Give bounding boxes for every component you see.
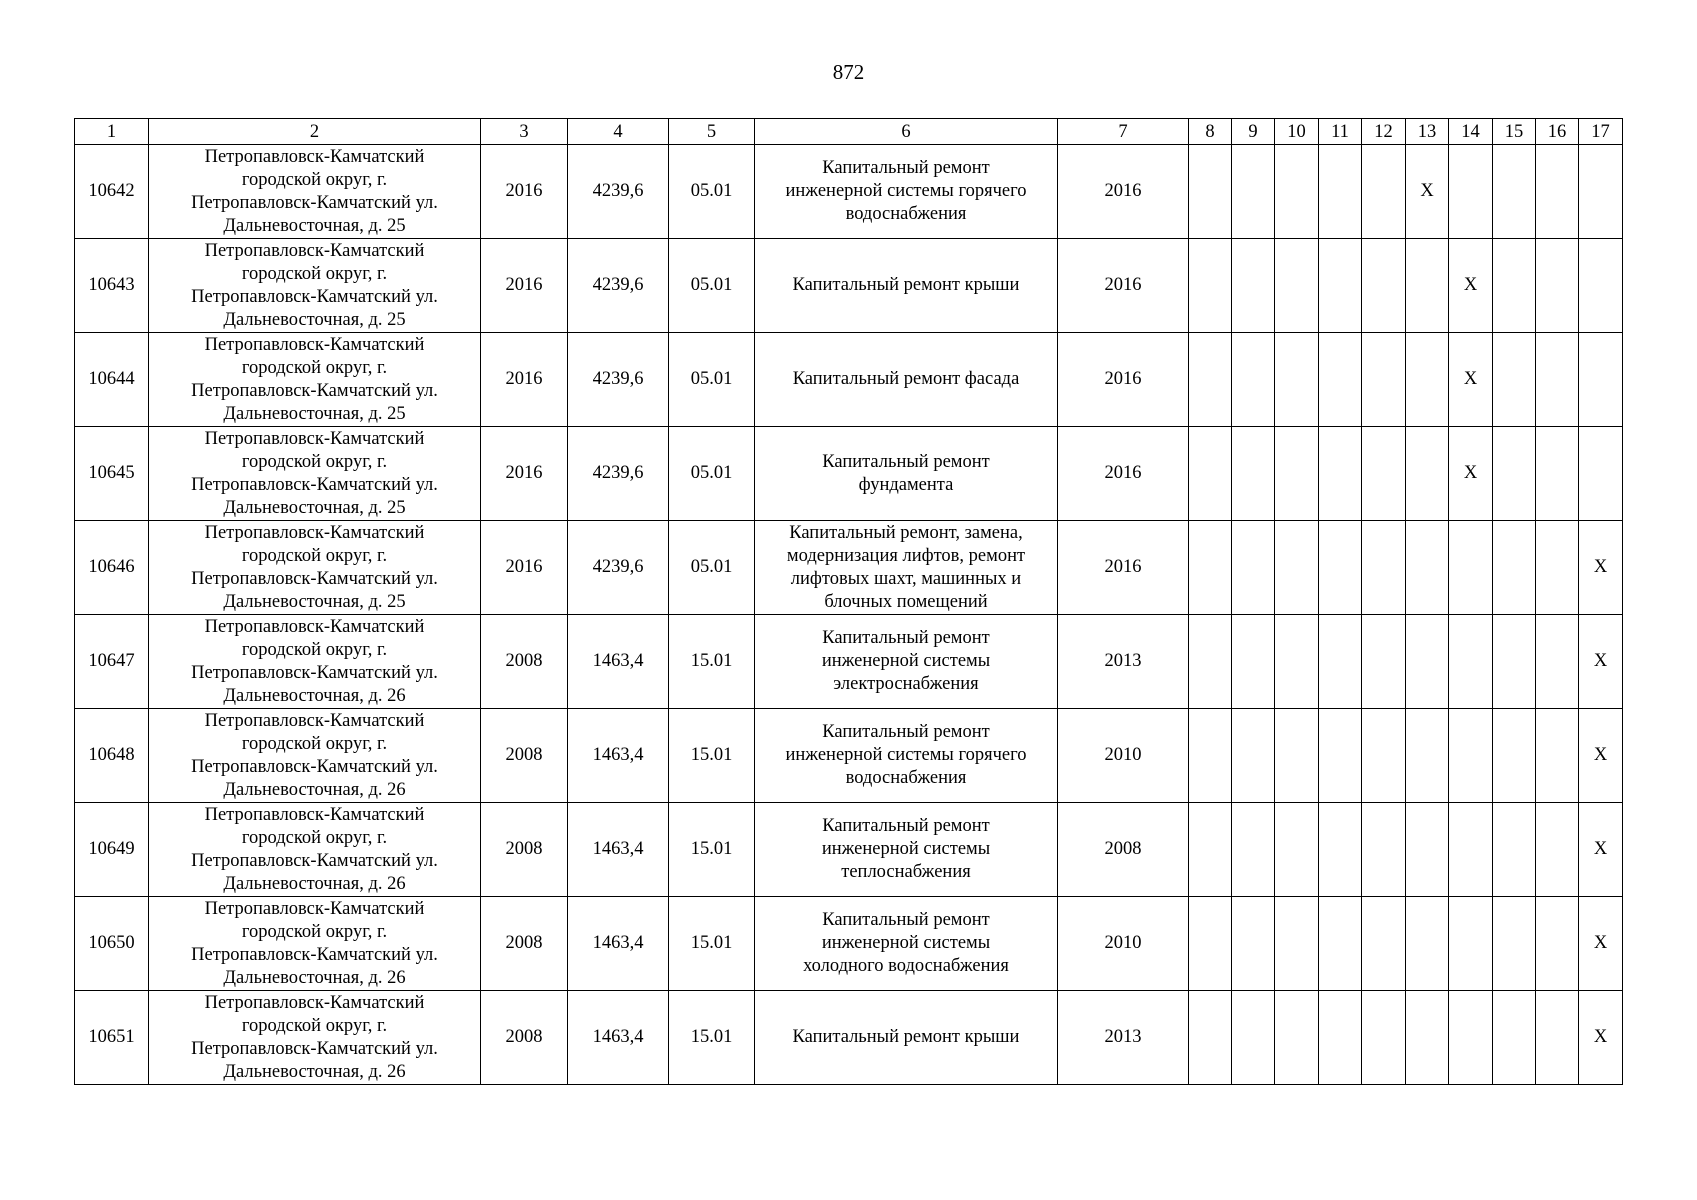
mark-cell	[1189, 615, 1232, 709]
cell-line: Дальневосточная, д. 26	[223, 1061, 406, 1082]
mark-cell	[1536, 239, 1579, 333]
code-cell: 15.01	[669, 897, 755, 991]
area-cell: 1463,4	[568, 709, 669, 803]
mark-cell	[1362, 991, 1406, 1085]
code-cell: 05.01	[669, 427, 755, 521]
mark-cell	[1536, 145, 1579, 239]
cell-line: Капитальный ремонт	[822, 722, 990, 742]
plan-year-cell: 2010	[1058, 897, 1189, 991]
mark-cell	[1362, 521, 1406, 615]
cell-line: Петропавловск-Камчатский	[204, 522, 425, 543]
cell-line: Капитальный ремонт	[822, 158, 990, 178]
work-type-cell	[755, 991, 1058, 1085]
cell-line: водоснабжения	[845, 768, 967, 788]
address-cell	[149, 145, 481, 239]
code-cell: 15.01	[669, 615, 755, 709]
column-header: 15	[1493, 119, 1536, 145]
cell-line: Петропавловск-Камчатский	[204, 146, 425, 167]
mark-cell	[1232, 615, 1275, 709]
mark-cell	[1449, 521, 1493, 615]
cell-line: Дальневосточная, д. 25	[223, 215, 406, 236]
code-cell: 05.01	[669, 239, 755, 333]
work-type-cell	[755, 709, 1058, 803]
area-cell: 1463,4	[568, 803, 669, 897]
mark-cell	[1493, 803, 1536, 897]
address-cell	[149, 239, 481, 333]
mark-cell: X	[1579, 803, 1623, 897]
work-type-cell	[755, 333, 1058, 427]
column-header: 13	[1406, 119, 1449, 145]
mark-cell	[1493, 427, 1536, 521]
mark-cell	[1406, 333, 1449, 427]
cell-line: Дальневосточная, д. 26	[223, 967, 406, 988]
address-cell	[149, 615, 481, 709]
mark-cell	[1232, 803, 1275, 897]
mark-cell	[1493, 239, 1536, 333]
cell-line: Петропавловск-Камчатский	[204, 240, 425, 261]
row-id-cell: 10642	[75, 145, 149, 239]
code-cell: 05.01	[669, 145, 755, 239]
mark-cell	[1493, 991, 1536, 1085]
work-type-cell	[755, 803, 1058, 897]
mark-cell: X	[1579, 521, 1623, 615]
mark-cell	[1493, 615, 1536, 709]
mark-cell	[1319, 615, 1362, 709]
column-header: 11	[1319, 119, 1362, 145]
mark-cell	[1493, 709, 1536, 803]
mark-cell	[1449, 615, 1493, 709]
mark-cell	[1319, 803, 1362, 897]
address-cell	[149, 709, 481, 803]
work-type-cell	[755, 521, 1058, 615]
cell-line: Петропавловск-Камчатский ул.	[191, 286, 438, 307]
address-cell	[149, 521, 481, 615]
cell-line: Капитальный ремонт	[822, 816, 990, 836]
mark-cell	[1406, 521, 1449, 615]
mark-cell	[1406, 615, 1449, 709]
mark-cell	[1536, 709, 1579, 803]
mark-cell	[1275, 897, 1319, 991]
mark-cell	[1319, 333, 1362, 427]
mark-cell	[1275, 333, 1319, 427]
mark-cell	[1536, 897, 1579, 991]
mark-cell	[1189, 991, 1232, 1085]
cell-line: Дальневосточная, д. 26	[223, 873, 406, 894]
cell-line: Петропавловск-Камчатский	[204, 804, 425, 825]
row-id-cell: 10649	[75, 803, 149, 897]
mark-cell	[1189, 897, 1232, 991]
area-cell: 1463,4	[568, 897, 669, 991]
cell-line: городской округ, г.	[241, 733, 388, 754]
mark-cell	[1362, 333, 1406, 427]
area-cell: 4239,6	[568, 145, 669, 239]
mark-cell	[1362, 709, 1406, 803]
column-header: 7	[1058, 119, 1189, 145]
mark-cell	[1362, 615, 1406, 709]
column-header: 16	[1536, 119, 1579, 145]
mark-cell	[1449, 709, 1493, 803]
year-cell: 2008	[481, 991, 568, 1085]
plan-year-cell: 2013	[1058, 991, 1189, 1085]
column-header: 10	[1275, 119, 1319, 145]
mark-cell	[1189, 427, 1232, 521]
area-cell: 4239,6	[568, 521, 669, 615]
cell-line: городской округ, г.	[241, 357, 388, 378]
row-id-cell: 10650	[75, 897, 149, 991]
mark-cell	[1536, 427, 1579, 521]
cell-line: Петропавловск-Камчатский	[204, 428, 425, 449]
mark-cell	[1406, 427, 1449, 521]
row-id-cell: 10647	[75, 615, 149, 709]
address-cell	[149, 803, 481, 897]
plan-year-cell: 2010	[1058, 709, 1189, 803]
cell-line: водоснабжения	[845, 204, 967, 224]
mark-cell: X	[1579, 709, 1623, 803]
area-cell: 1463,4	[568, 991, 669, 1085]
mark-cell: X	[1406, 145, 1449, 239]
cell-line: Дальневосточная, д. 25	[223, 591, 406, 612]
work-type-cell	[755, 897, 1058, 991]
table-row	[75, 333, 1623, 427]
mark-cell	[1536, 991, 1579, 1085]
cell-line: инженерной системы	[821, 839, 991, 859]
table-row	[75, 239, 1623, 333]
mark-cell	[1406, 709, 1449, 803]
cell-line: городской округ, г.	[241, 827, 388, 848]
mark-cell	[1275, 615, 1319, 709]
mark-cell	[1449, 897, 1493, 991]
cell-line: городской округ, г.	[241, 451, 388, 472]
table-row	[75, 615, 1623, 709]
column-header: 2	[149, 119, 481, 145]
mark-cell	[1189, 239, 1232, 333]
year-cell: 2008	[481, 709, 568, 803]
table-row	[75, 145, 1623, 239]
cell-line: фундамента	[858, 474, 954, 495]
mark-cell	[1232, 709, 1275, 803]
cell-line: холодного водоснабжения	[803, 956, 1009, 976]
mark-cell	[1232, 427, 1275, 521]
year-cell: 2016	[481, 145, 568, 239]
mark-cell	[1232, 333, 1275, 427]
mark-cell	[1362, 427, 1406, 521]
mark-cell	[1406, 991, 1449, 1085]
cell-line: Дальневосточная, д. 25	[223, 497, 406, 518]
mark-cell	[1493, 897, 1536, 991]
address-cell	[149, 427, 481, 521]
column-header: 1	[75, 119, 149, 145]
area-cell: 4239,6	[568, 427, 669, 521]
row-id-cell: 10646	[75, 521, 149, 615]
year-cell: 2016	[481, 427, 568, 521]
mark-cell	[1449, 991, 1493, 1085]
cell-line: Петропавловск-Камчатский	[204, 898, 425, 919]
plan-year-cell: 2016	[1058, 239, 1189, 333]
work-type-cell	[755, 239, 1058, 333]
mark-cell	[1493, 521, 1536, 615]
mark-cell	[1362, 897, 1406, 991]
code-cell: 05.01	[669, 333, 755, 427]
work-type-cell	[755, 615, 1058, 709]
area-cell: 4239,6	[568, 333, 669, 427]
cell-line: лифтовых шахт, машинных и	[790, 568, 1022, 589]
row-id-cell: 10644	[75, 333, 149, 427]
table-row	[75, 521, 1623, 615]
column-header: 5	[669, 119, 755, 145]
table-row	[75, 991, 1623, 1085]
cell-line: Дальневосточная, д. 26	[223, 685, 406, 706]
cell-line: Капитальный ремонт крыши	[792, 275, 1020, 295]
code-cell: 05.01	[669, 521, 755, 615]
mark-cell	[1275, 709, 1319, 803]
cell-line: Капитальный ремонт	[822, 910, 990, 930]
cell-line: городской округ, г.	[241, 263, 388, 284]
cell-line: Дальневосточная, д. 25	[223, 403, 406, 424]
mark-cell	[1579, 427, 1623, 521]
cell-line: инженерной системы горячего	[785, 181, 1027, 201]
table-row	[75, 427, 1623, 521]
cell-line: Петропавловск-Камчатский	[204, 616, 425, 637]
year-cell: 2008	[481, 803, 568, 897]
mark-cell	[1406, 239, 1449, 333]
cell-line: теплоснабжения	[841, 862, 971, 882]
row-id-cell: 10648	[75, 709, 149, 803]
mark-cell	[1536, 803, 1579, 897]
year-cell: 2016	[481, 239, 568, 333]
column-header: 3	[481, 119, 568, 145]
table-row	[75, 709, 1623, 803]
cell-line: Петропавловск-Камчатский	[204, 710, 425, 731]
row-id-cell: 10643	[75, 239, 149, 333]
plan-year-cell: 2016	[1058, 521, 1189, 615]
mark-cell	[1232, 991, 1275, 1085]
year-cell: 2008	[481, 897, 568, 991]
mark-cell: X	[1449, 427, 1493, 521]
mark-cell	[1536, 521, 1579, 615]
mark-cell	[1406, 803, 1449, 897]
cell-line: Петропавловск-Камчатский ул.	[191, 662, 438, 683]
code-cell: 15.01	[669, 709, 755, 803]
address-cell	[149, 333, 481, 427]
address-cell	[149, 991, 481, 1085]
mark-cell	[1362, 239, 1406, 333]
mark-cell	[1319, 521, 1362, 615]
mark-cell	[1189, 709, 1232, 803]
plan-year-cell: 2016	[1058, 427, 1189, 521]
page-number: 872	[832, 60, 865, 84]
mark-cell: X	[1449, 239, 1493, 333]
cell-line: Петропавловск-Камчатский ул.	[191, 1038, 438, 1059]
table-row	[75, 897, 1623, 991]
mark-cell	[1536, 615, 1579, 709]
mark-cell	[1319, 897, 1362, 991]
work-type-cell	[755, 427, 1058, 521]
mark-cell	[1579, 145, 1623, 239]
cell-line: модернизация лифтов, ремонт	[786, 545, 1026, 566]
cell-line: Петропавловск-Камчатский ул.	[191, 944, 438, 965]
cell-line: Петропавловск-Камчатский ул.	[191, 380, 438, 401]
year-cell: 2008	[481, 615, 568, 709]
cell-line: Капитальный ремонт фасада	[792, 369, 1020, 389]
register-table	[74, 118, 1623, 1085]
mark-cell	[1579, 333, 1623, 427]
mark-cell	[1319, 239, 1362, 333]
mark-cell	[1319, 145, 1362, 239]
cell-line: городской округ, г.	[241, 1015, 388, 1036]
cell-line: Петропавловск-Камчатский ул.	[191, 568, 438, 589]
mark-cell	[1275, 521, 1319, 615]
mark-cell: X	[1579, 615, 1623, 709]
mark-cell	[1232, 239, 1275, 333]
cell-line: Капитальный ремонт, замена,	[789, 522, 1023, 543]
area-cell: 4239,6	[568, 239, 669, 333]
code-cell: 15.01	[669, 991, 755, 1085]
mark-cell	[1319, 427, 1362, 521]
cell-line: инженерной системы	[821, 651, 991, 671]
column-header: 9	[1232, 119, 1275, 145]
cell-line: Капитальный ремонт	[822, 628, 990, 648]
column-header: 12	[1362, 119, 1406, 145]
mark-cell	[1189, 145, 1232, 239]
area-cell: 1463,4	[568, 615, 669, 709]
header-row	[75, 119, 1623, 145]
mark-cell	[1189, 803, 1232, 897]
mark-cell	[1275, 239, 1319, 333]
cell-line: Петропавловск-Камчатский ул.	[191, 850, 438, 871]
column-header: 17	[1579, 119, 1623, 145]
cell-line: городской округ, г.	[241, 169, 388, 190]
work-type-cell	[755, 145, 1058, 239]
mark-cell	[1275, 803, 1319, 897]
cell-line: городской округ, г.	[241, 545, 388, 566]
column-header: 14	[1449, 119, 1493, 145]
mark-cell: X	[1449, 333, 1493, 427]
mark-cell	[1579, 239, 1623, 333]
mark-cell	[1536, 333, 1579, 427]
mark-cell	[1362, 803, 1406, 897]
cell-line: электроснабжения	[833, 674, 979, 694]
cell-line: Петропавловск-Камчатский	[204, 334, 425, 355]
column-header: 6	[755, 119, 1058, 145]
year-cell: 2016	[481, 521, 568, 615]
cell-line: городской округ, г.	[241, 921, 388, 942]
mark-cell	[1275, 991, 1319, 1085]
mark-cell	[1319, 709, 1362, 803]
row-id-cell: 10651	[75, 991, 149, 1085]
cell-line: инженерной системы горячего	[785, 745, 1027, 765]
mark-cell	[1189, 333, 1232, 427]
mark-cell	[1449, 803, 1493, 897]
plan-year-cell: 2013	[1058, 615, 1189, 709]
mark-cell	[1449, 145, 1493, 239]
table-body	[75, 145, 1623, 1085]
mark-cell	[1493, 333, 1536, 427]
mark-cell: X	[1579, 991, 1623, 1085]
cell-line: Дальневосточная, д. 26	[223, 779, 406, 800]
mark-cell	[1275, 427, 1319, 521]
mark-cell	[1275, 145, 1319, 239]
cell-line: Капитальный ремонт крыши	[792, 1027, 1020, 1047]
plan-year-cell: 2016	[1058, 145, 1189, 239]
cell-line: блочных помещений	[824, 591, 988, 612]
mark-cell	[1406, 897, 1449, 991]
cell-line: Петропавловск-Камчатский ул.	[191, 756, 438, 777]
mark-cell	[1493, 145, 1536, 239]
row-id-cell: 10645	[75, 427, 149, 521]
address-cell	[149, 897, 481, 991]
mark-cell	[1232, 145, 1275, 239]
mark-cell	[1232, 897, 1275, 991]
mark-cell	[1232, 521, 1275, 615]
cell-line: Дальневосточная, д. 25	[223, 309, 406, 330]
table-row	[75, 803, 1623, 897]
cell-line: инженерной системы	[821, 933, 991, 953]
cell-line: Петропавловск-Камчатский	[204, 992, 425, 1013]
plan-year-cell: 2008	[1058, 803, 1189, 897]
cell-line: Петропавловск-Камчатский ул.	[191, 192, 438, 213]
cell-line: Петропавловск-Камчатский ул.	[191, 474, 438, 495]
plan-year-cell: 2016	[1058, 333, 1189, 427]
cell-line: Капитальный ремонт	[822, 451, 990, 472]
code-cell: 15.01	[669, 803, 755, 897]
year-cell: 2016	[481, 333, 568, 427]
column-header: 8	[1189, 119, 1232, 145]
mark-cell	[1319, 991, 1362, 1085]
column-header: 4	[568, 119, 669, 145]
cell-line: городской округ, г.	[241, 639, 388, 660]
mark-cell: X	[1579, 897, 1623, 991]
mark-cell	[1189, 521, 1232, 615]
mark-cell	[1362, 145, 1406, 239]
